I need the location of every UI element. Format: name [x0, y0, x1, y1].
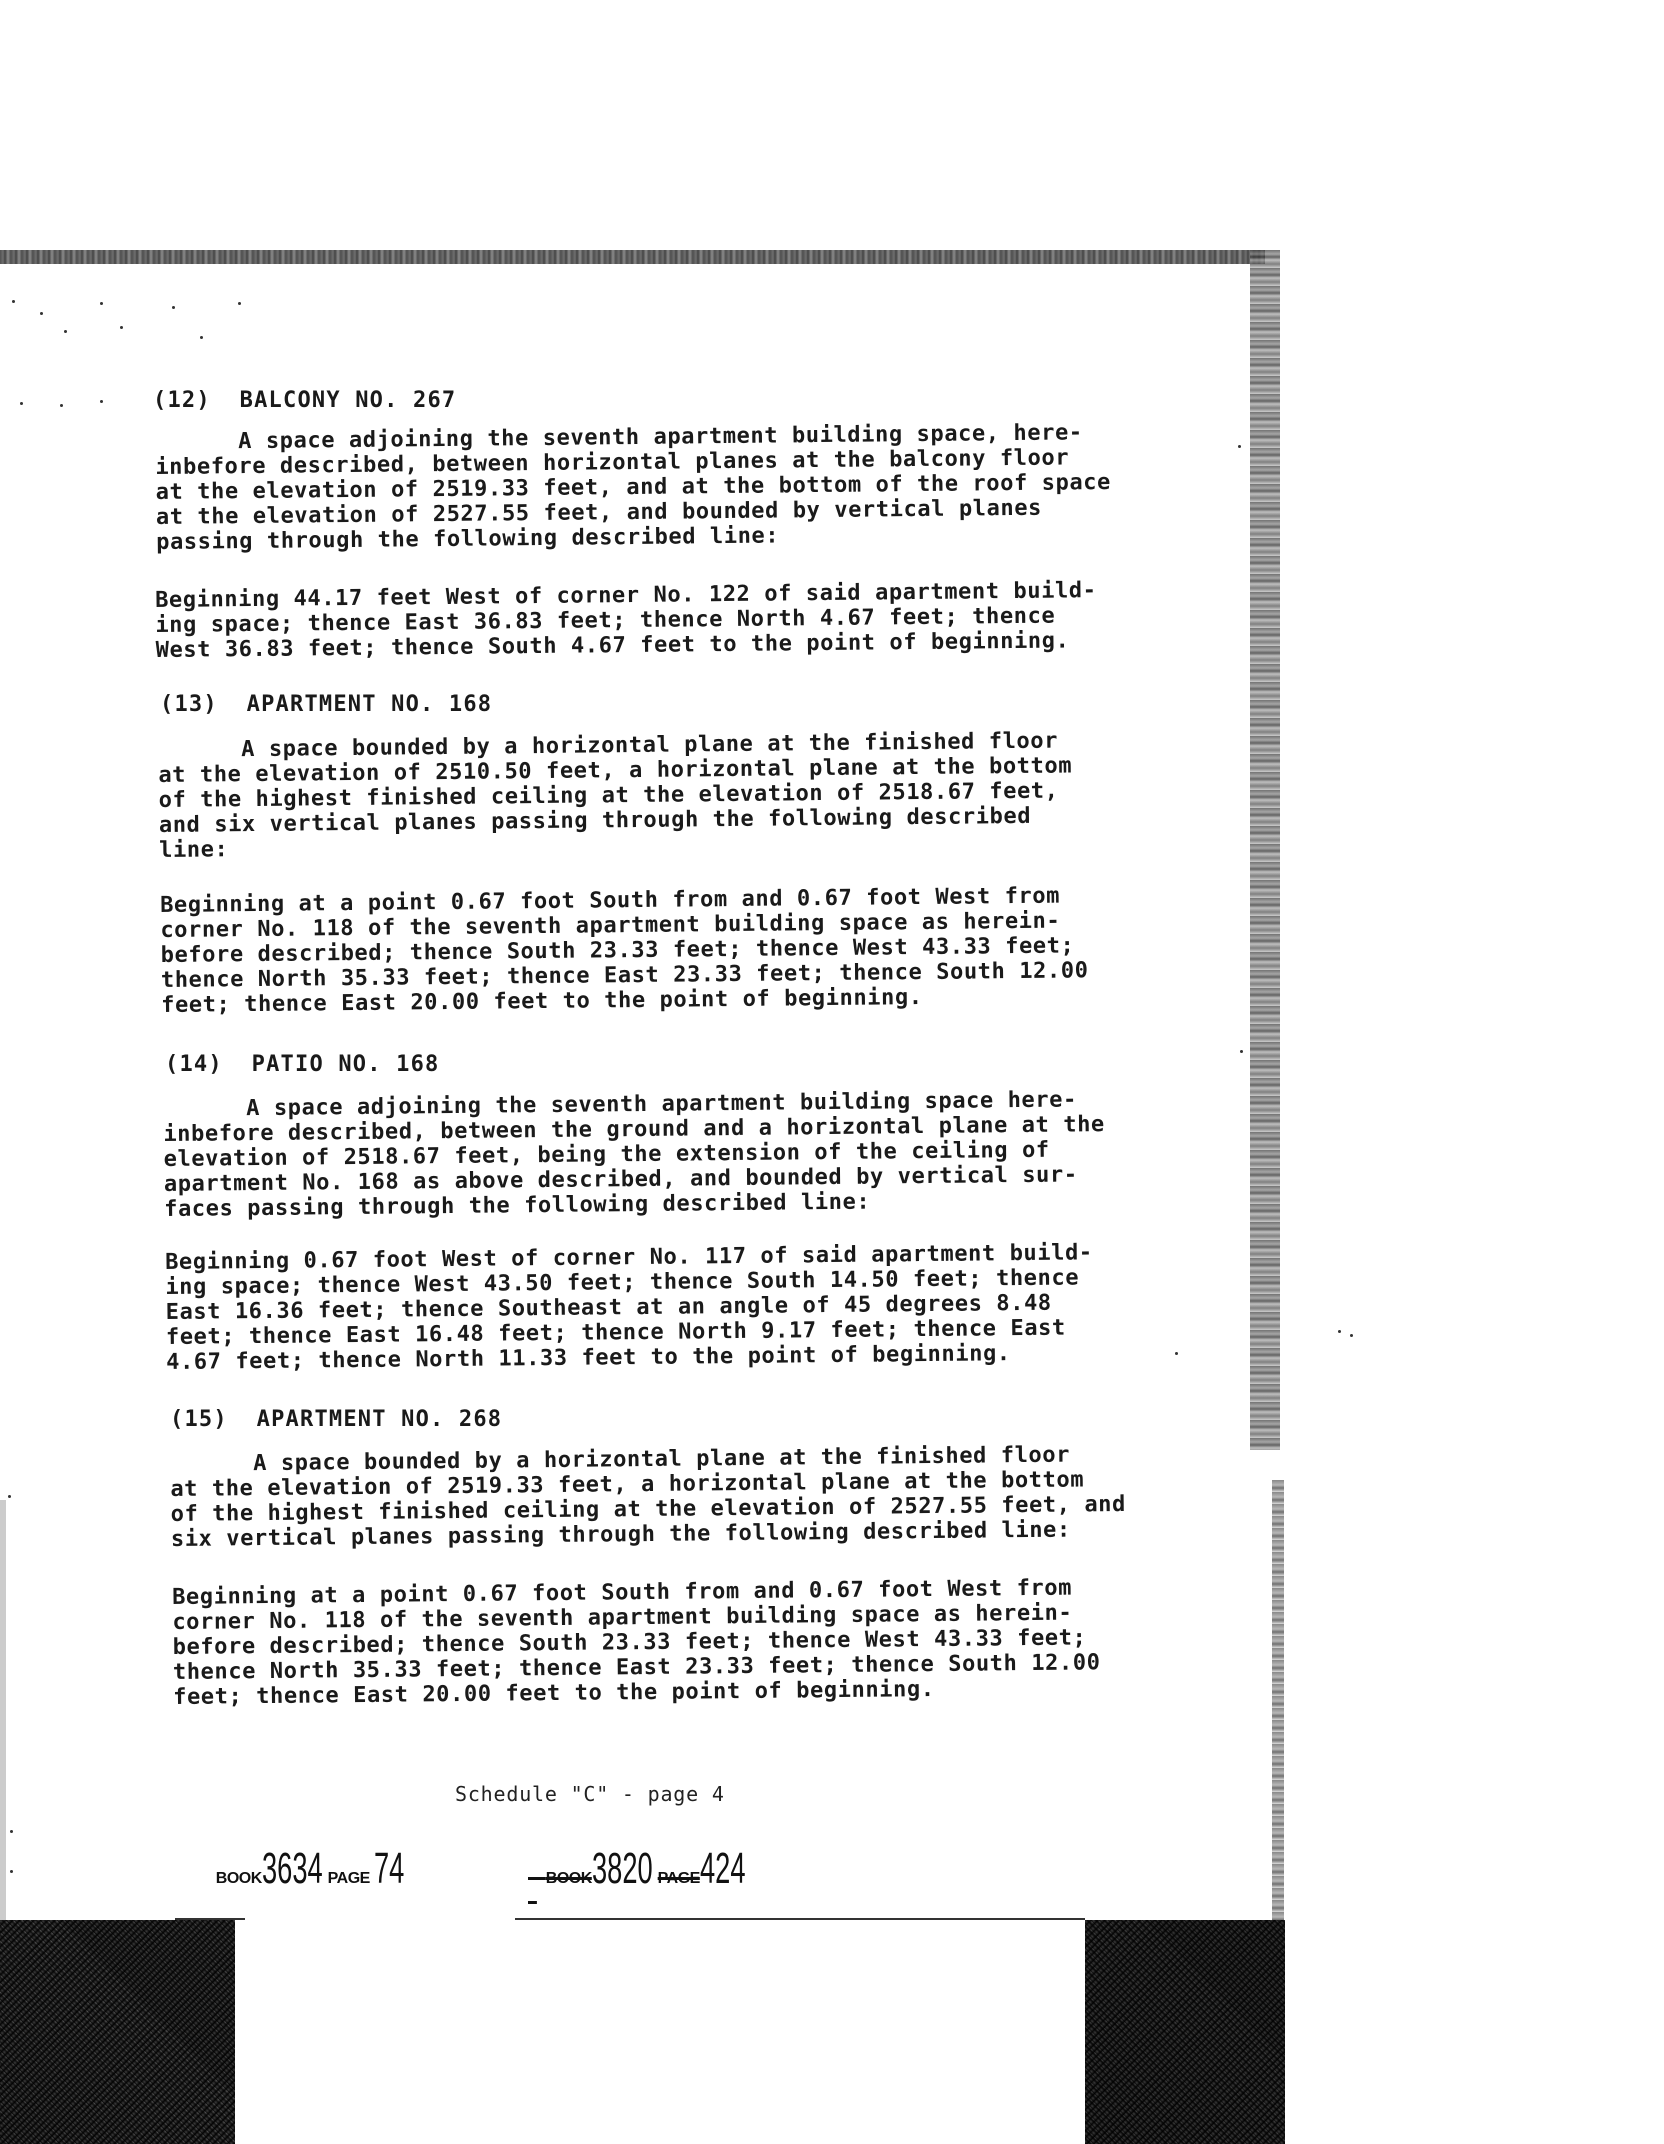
section-13-paragraph: A space bounded by a horizontal plane at the finished floor at the elevation of 2510.50 feet, a horizontal plane at the bottom of the highest finished ceiling at the elevation of 2518.67 feet, and six vertical planes passing through the following described line: — [158, 728, 1073, 863]
old-page-label: PAGE — [657, 1870, 700, 1887]
section-15-paragraph: A space bounded by a horizontal plane at the finished floor at the elevation of 2519.33 feet, a horizontal plane at the bottom of the highest finished ceiling at the elevation of 2527.55 feet, and six vertical planes passing through the following described line: — [170, 1442, 1127, 1552]
scan-speck — [60, 404, 63, 407]
scan-speck — [172, 306, 175, 309]
section-number: (13) — [160, 692, 218, 717]
book-page-stamp — [198, 1826, 423, 1912]
old-page-number: 424 — [699, 1844, 746, 1893]
scan-speck — [120, 326, 123, 329]
section-15-heading — [170, 1407, 502, 1432]
scan-speck — [200, 336, 203, 339]
scan-speck — [8, 1495, 11, 1498]
section-title: PATIO NO. 168 — [251, 1052, 440, 1077]
section-12-heading — [153, 388, 456, 413]
scan-speck — [12, 300, 15, 303]
section-number: (12) — [153, 388, 211, 413]
section-title: APARTMENT NO. 168 — [246, 692, 493, 717]
section-title: BALCONY NO. 267 — [239, 388, 457, 413]
scan-speck — [1240, 1050, 1243, 1053]
scan-speck — [20, 402, 23, 405]
section-14-description: Beginning 0.67 foot West of corner No. 117 of said apartment build- ing space; thence West 43.50 feet; thence South 14.50 feet; thence East 16.36 feet; thence Southeast at an angle of 45 degrees 8.48 feet; thence East 16.48 feet; thence North 9.17 feet; thence East 4.67 feet; thence North 11.33 feet to the point of beginning. — [165, 1240, 1093, 1375]
section-12-paragraph: A space adjoining the seventh apartment building space, here- inbefore described, between horizontal planes at the balcony floor at the elevation of 2519.33 feet, and at the bottom of the roof space at the elevation of 2527.55 feet, and bounded by vertical planes passing through the following described line: — [155, 420, 1112, 555]
scan-noise-bottom-left — [0, 1920, 235, 2144]
page-number: 74 — [374, 1844, 405, 1893]
page-label: PAGE — [327, 1870, 370, 1887]
scan-speck — [64, 330, 67, 333]
section-13-heading — [160, 692, 492, 717]
scan-speck — [238, 302, 241, 305]
old-book-number: 3820 — [591, 1844, 653, 1893]
book-number: 3634 — [261, 1844, 323, 1893]
section-number: (15) — [170, 1407, 228, 1432]
superseded-book-page-stamp — [528, 1826, 773, 1912]
scan-left-edge — [0, 1500, 6, 1920]
schedule-page-footer: Schedule "C" - page 4 — [455, 1782, 725, 1806]
scan-speck — [10, 1830, 13, 1833]
section-title: APARTMENT NO. 268 — [256, 1407, 503, 1432]
scan-speck — [1338, 1330, 1341, 1333]
scan-speck — [40, 312, 43, 315]
scan-speck — [1238, 445, 1241, 448]
scan-right-edge-lower — [1272, 1480, 1284, 1930]
scan-speck — [100, 302, 103, 305]
scan-speck — [1175, 1352, 1178, 1355]
scan-bottom-line-left — [175, 1918, 245, 1920]
scan-speck — [100, 400, 103, 403]
scan-top-edge — [0, 250, 1265, 264]
scan-speck — [1350, 1334, 1353, 1337]
scan-noise-bottom-right — [1085, 1920, 1285, 2144]
section-14-paragraph: A space adjoining the seventh apartment building space here- inbefore described, between the ground and a horizontal plane at the elevation of 2518.67 feet, being the extension of the ceiling of apartment No. 168 as above described, and bounded by vertical sur- faces passing through the following described line: — [163, 1087, 1105, 1222]
section-14-heading — [165, 1052, 439, 1077]
section-15-description: Beginning at a point 0.67 foot South from and 0.67 foot West from corner No. 118 of the seventh apartment building space as herein- before described; thence South 23.33 feet; thence West 43.33 feet; thence North 35.33 feet; thence East 23.33 feet; thence South 12.00 feet; thence East 20.00 feet to the point of beginning. — [172, 1575, 1101, 1710]
section-12-description: Beginning 44.17 feet West of corner No. 122 of said apartment build- ing space; thence East 36.83 feet; thence North 4.67 feet; thence West 36.83 feet; thence South 4.67 feet to the point of beginning. — [155, 578, 1097, 663]
scan-right-edge — [1250, 250, 1280, 1450]
section-13-description: Beginning at a point 0.67 foot South from and 0.67 foot West from corner No. 118 of the seventh apartment building space as herein- before described; thence South 23.33 feet; thence West 43.33 feet; thence North 35.33 feet; thence East 23.33 feet; thence South 12.00 feet; thence East 20.00 feet to the point of beginning. — [160, 883, 1089, 1018]
scan-bottom-line-right — [515, 1918, 1085, 1920]
old-book-label: BOOK — [545, 1870, 592, 1887]
scan-speck — [10, 1870, 13, 1873]
section-number: (14) — [165, 1052, 223, 1077]
book-label: BOOK — [215, 1870, 262, 1887]
